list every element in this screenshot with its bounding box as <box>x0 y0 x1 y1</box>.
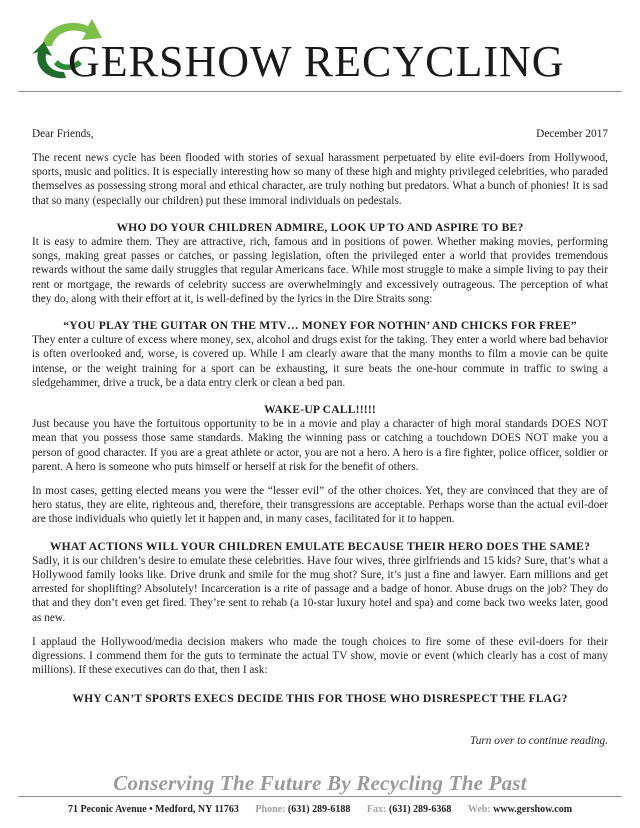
web-link[interactable]: www.gershow.com <box>493 804 573 815</box>
paragraph: It is easy to admire them. They are attractive, rich, famous and in positions of power. Whether making movies, performing songs, making great passes or catches, or passing legislation, often the privileged enter a world that provides tremendous rewards without the same daily struggles that regular Americans face. While most struggle to make a simple living to pay their rent or mortgage, the rewards of celebrity success are overwhelmingly and excessively outrageous. The perception of what they do, along with their effort at it, is well-defined by the lyrics in the Dire Straits song: <box>32 236 608 305</box>
section-heading: WHY CAN’T SPORTS EXECS DECIDE THIS FOR THOSE WHO DISRESPECT THE FLAG? <box>72 691 568 705</box>
paragraph: Just because you have the fortuitous opportunity to be in a movie and play a character of high moral standards DOES NOT mean that you possess those same standards. Making the winning pass or catching a touchdown DOES NOT make you a person of good character. If you are a great athlete or actor, you are not a hero. A hero is a fire fighter, police officer, soldier or parent. A hero is someone who puts himself or herself at risk for the benefit of others. <box>32 418 608 473</box>
paragraph: The recent news cycle has been flooded with stories of sexual harassment perpetuated by elite evil-doers from Hollywood, sports, music and politics. It is especially interesting how so many of these high and mighty privileged celebrities, who paraded themselves as possessing strong moral and ethical character, are truly nothing but predators. What a bunch of phonies! It is sad that so many (especially our children) put these immoral individuals on pedestals. <box>32 152 609 207</box>
slogan: Conserving The Future By Recycling The Past <box>113 771 527 795</box>
continue-note: Turn over to continue reading. <box>470 735 608 747</box>
letterhead <box>0 0 640 90</box>
address: 71 Peconic Avenue • Medford, NY 11763 <box>67 804 239 815</box>
section-heading: “YOU PLAY THE GUITAR ON THE MTV… MONEY FOR NOTHIN’ AND CHICKS FOR FREE” <box>63 319 577 333</box>
section-heading: WAKE-UP CALL!!!!! <box>264 403 376 417</box>
paragraph: I applaud the Hollywood/media decision makers who made the tough choices to fire some of these evil-doers for their digressions. I commend them for the guts to terminate the actual TV show, movie or event (which clearly has a cost of many millions). If these executives can do that, then I ask: <box>32 635 608 677</box>
section-heading: WHAT ACTIONS WILL YOUR CHILDREN EMULATE BECAUSE THEIR HERO DOES THE SAME? <box>49 539 591 553</box>
phone-number: (631) 289-6188 <box>287 804 351 815</box>
section-heading: WHO DO YOUR CHILDREN ADMIRE, LOOK UP TO AND ASPIRE TO BE? <box>116 220 524 234</box>
footer-divider <box>18 796 622 797</box>
fax-label: Fax: <box>366 804 387 815</box>
web-label: Web: <box>467 804 491 815</box>
paragraph: They enter a culture of excess where money, sex, alcohol and drugs exist for the taking. They enter a world where bad behavior is often overlooked and, worse, is covered up. While I am clearly aware that the many months to film a movie can be quite intense, or the weight training for a sport can be exhausting, it sure beats the one-hour commute in traffic to swing a sledgehammer, drive a truck, be a data entry clerk or clean a bed pan. <box>32 334 608 389</box>
phone-label: Phone: <box>255 804 286 815</box>
letter-date: December 2017 <box>536 128 608 140</box>
header-divider <box>18 91 622 92</box>
fax-number: (631) 289-6368 <box>388 804 452 815</box>
contact-footer <box>0 804 640 815</box>
salutation: Dear Friends, <box>32 128 94 140</box>
letter-body <box>32 151 608 706</box>
paragraph: Sadly, it is our children’s desire to emulate these celebrities. Have four wives, three girlfriends and 15 kids? Sure, that’s what a Hollywood family looks like. Drive drunk and smile for the mug shot? Sure, it’s just a fine and lawyer. Earn millions and get arrested for shoplifting? Absolutely! Incarceration is a rite of passage and a badge of honor. Abuse drugs on the job? They do that and they don’t even get fired. They’re sent to rehab (a 10-star luxury hotel and spa) and come back two weeks later, good as new. <box>32 554 608 624</box>
paragraph: In most cases, getting elected means you were the “lesser evil” of the other choices. Yet, they are convinced that they are of hero status, they are elite, righteous and, therefore, their transgressions are acceptable. Perhaps worse than the actual evil-doer are those individuals who quietly let it happen and, in many cases, facilitated for it to happen. <box>32 485 608 526</box>
company-name: GERSHOW RECYCLING <box>68 37 565 86</box>
